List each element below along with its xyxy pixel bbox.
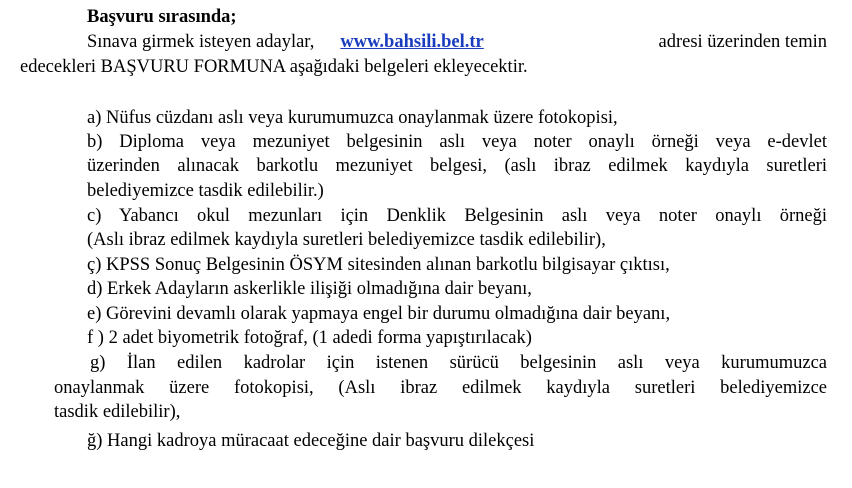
item-b-line-2: üzerinden alınacak barkotlu mezuniyet belgesi, (aslı ibraz edilmek kaydıyla suretleri bbox=[87, 156, 827, 176]
item-gg: ğ) Hangi kadroya müracaat edeceğine dair başvuru dilekçesi bbox=[87, 431, 535, 451]
intro-line-1 bbox=[87, 30, 827, 54]
item-b-line-3: belediyemizce tasdik edilebilir.) bbox=[87, 181, 324, 201]
item-c-line-1: c) Yabancı okul mezunları için Denklik Belgesinin aslı veya noter onaylı örneği bbox=[87, 206, 827, 226]
intro-text-end: adresi üzerinden temin bbox=[658, 32, 827, 52]
item-c-line-2: (Aslı ibraz edilmek kaydıyla suretleri belediyemizce tasdik edilebilir), bbox=[87, 230, 606, 250]
item-g-line-3: tasdik edilebilir), bbox=[54, 402, 181, 422]
item-b-line-1: b) Diploma veya mezuniyet belgesinin aslı veya noter onaylı örneği veya e-devlet bbox=[87, 132, 827, 152]
item-f: f ) 2 adet biyometrik fotoğraf, (1 adedi forma yapıştırılacak) bbox=[87, 328, 532, 348]
item-g-line-2: onaylanmak üzere fotokopisi, (Aslı ibraz edilmek kaydıyla suretleri belediyemizce bbox=[54, 378, 827, 398]
item-a: a) Nüfus cüzdanı aslı veya kurumumuzca onaylanmak üzere fotokopisi, bbox=[87, 108, 618, 128]
website-link[interactable]: www.bahsili.bel.tr bbox=[340, 32, 484, 52]
intro-line-2: edecekleri BAŞVURU FORMUNA aşağıdaki belgeleri ekleyecektir. bbox=[20, 57, 528, 77]
intro-text-start: Sınava girmek isteyen adaylar, bbox=[87, 32, 315, 52]
item-cc: ç) KPSS Sonuç Belgesinin ÖSYM sitesinden alınan barkotlu bilgisayar çıktısı, bbox=[87, 255, 670, 275]
item-e: e) Görevini devamlı olarak yapmaya engel bir durumu olmadığına dair beyanı, bbox=[87, 304, 671, 324]
section-heading: Başvuru sırasında; bbox=[87, 7, 237, 27]
item-d: d) Erkek Adayların askerlikle ilişiği olmadığına dair beyanı, bbox=[87, 279, 532, 299]
item-g-line-1: g) İlan edilen kadrolar için istenen sürücü belgesinin aslı veya kurumumuzca bbox=[90, 353, 827, 373]
